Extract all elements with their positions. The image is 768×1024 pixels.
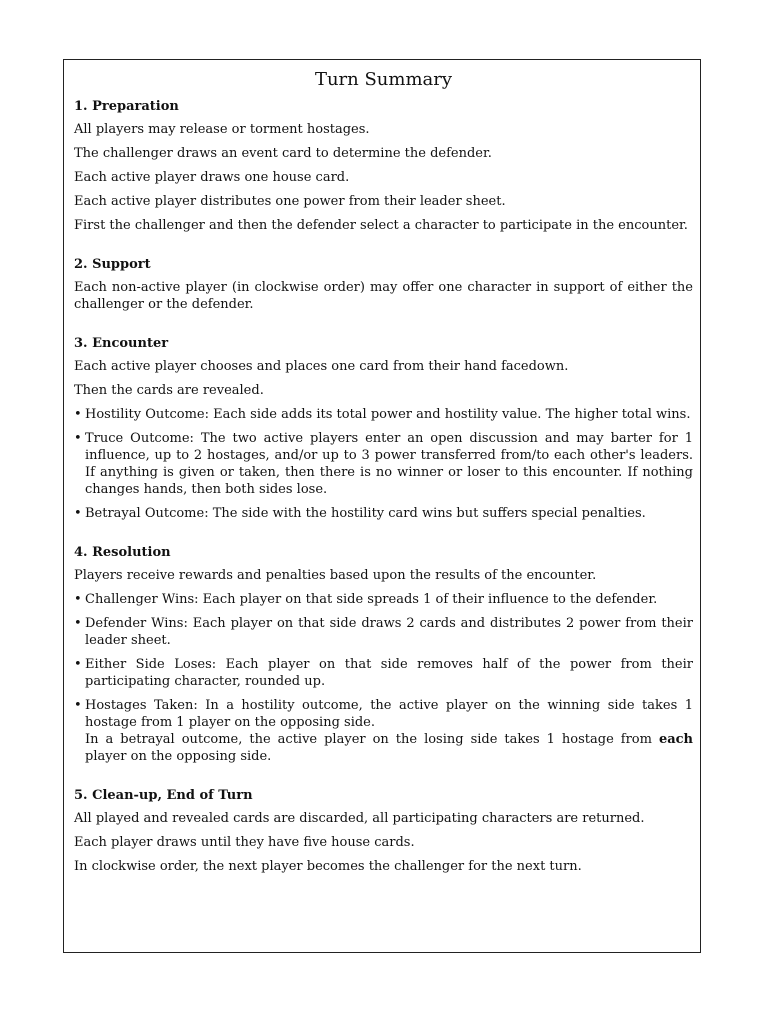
section-heading: 5. Clean-up, End of Turn [74, 788, 253, 803]
paragraph: The challenger draws an event card to determine the defender. [74, 146, 492, 161]
hostages-line2-post: player on the opposing side. [85, 749, 272, 764]
bullet-item: • Betrayal Outcome: The side with the hostility card wins but suffers special penalties. [74, 505, 693, 522]
bullet-item: • Hostility Outcome: Each side adds its total power and hostility value. The higher total wins. [74, 406, 693, 423]
section-heading: 1. Preparation [74, 99, 179, 114]
paragraph: In clockwise order, the next player becomes the challenger for the next turn. [74, 859, 582, 874]
bullet-item: • Challenger Wins: Each player on that side spreads 1 of their influence to the defender. [74, 591, 693, 608]
paragraph: First the challenger and then the defender select a character to participate in the encounter. [74, 218, 688, 233]
section-cleanup [74, 787, 693, 875]
paragraph: Each active player chooses and places one card from their hand facedown. [74, 359, 569, 374]
paragraph: Each player draws until they have five house cards. [74, 835, 415, 850]
section-support [74, 256, 693, 313]
section-heading: 4. Resolution [74, 545, 171, 560]
paragraph: Then the cards are revealed. [74, 383, 264, 398]
paragraph: All players may release or torment hostages. [74, 122, 370, 137]
section-heading: 3. Encounter [74, 336, 169, 351]
paragraph: All played and revealed cards are discarded, all participating characters are returned. [74, 811, 645, 826]
bullet-item-hostages [74, 697, 693, 765]
bullet-item: • Either Side Loses: Each player on that side removes half of the power from their participating character, rounded up. [74, 656, 693, 690]
hostages-line1: Hostages Taken: In a hostility outcome, the active player on the winning side takes 1 hostage from 1 player on the opposing side. [85, 698, 693, 730]
paragraph: Each active player draws one house card. [74, 170, 350, 185]
page-title: Turn Summary [314, 69, 453, 90]
section-preparation [74, 98, 693, 234]
section-heading: 2. Support [74, 257, 151, 272]
section-resolution [74, 544, 693, 765]
bullet-item: • Truce Outcome: The two active players enter an open discussion and may barter for 1 influence, up to 2 hostages, and/or up to 3 power transferred from/to each other's leaders. If anything is given or taken, then there is no winner or loser to this encounter. If nothing changes hands, then both sides lose. [74, 430, 693, 498]
paragraph: Each active player distributes one power from their leader sheet. [74, 194, 506, 209]
hostages-line2-pre: In a betrayal outcome, the active player on the losing side takes 1 hostage from [85, 732, 659, 747]
hostages-line2-bold: each [658, 732, 693, 747]
paragraph: Players receive rewards and penalties based upon the results of the encounter. [74, 568, 597, 583]
section-encounter [74, 335, 693, 522]
hostages-line2 [85, 731, 693, 765]
turn-summary-box [63, 59, 701, 953]
paragraph: Each non-active player (in clockwise order) may offer one character in support of either the challenger or the defender. [74, 280, 693, 312]
content [74, 68, 693, 897]
bullet-item: • Defender Wins: Each player on that side draws 2 cards and distributes 2 power from their leader sheet. [74, 615, 693, 649]
